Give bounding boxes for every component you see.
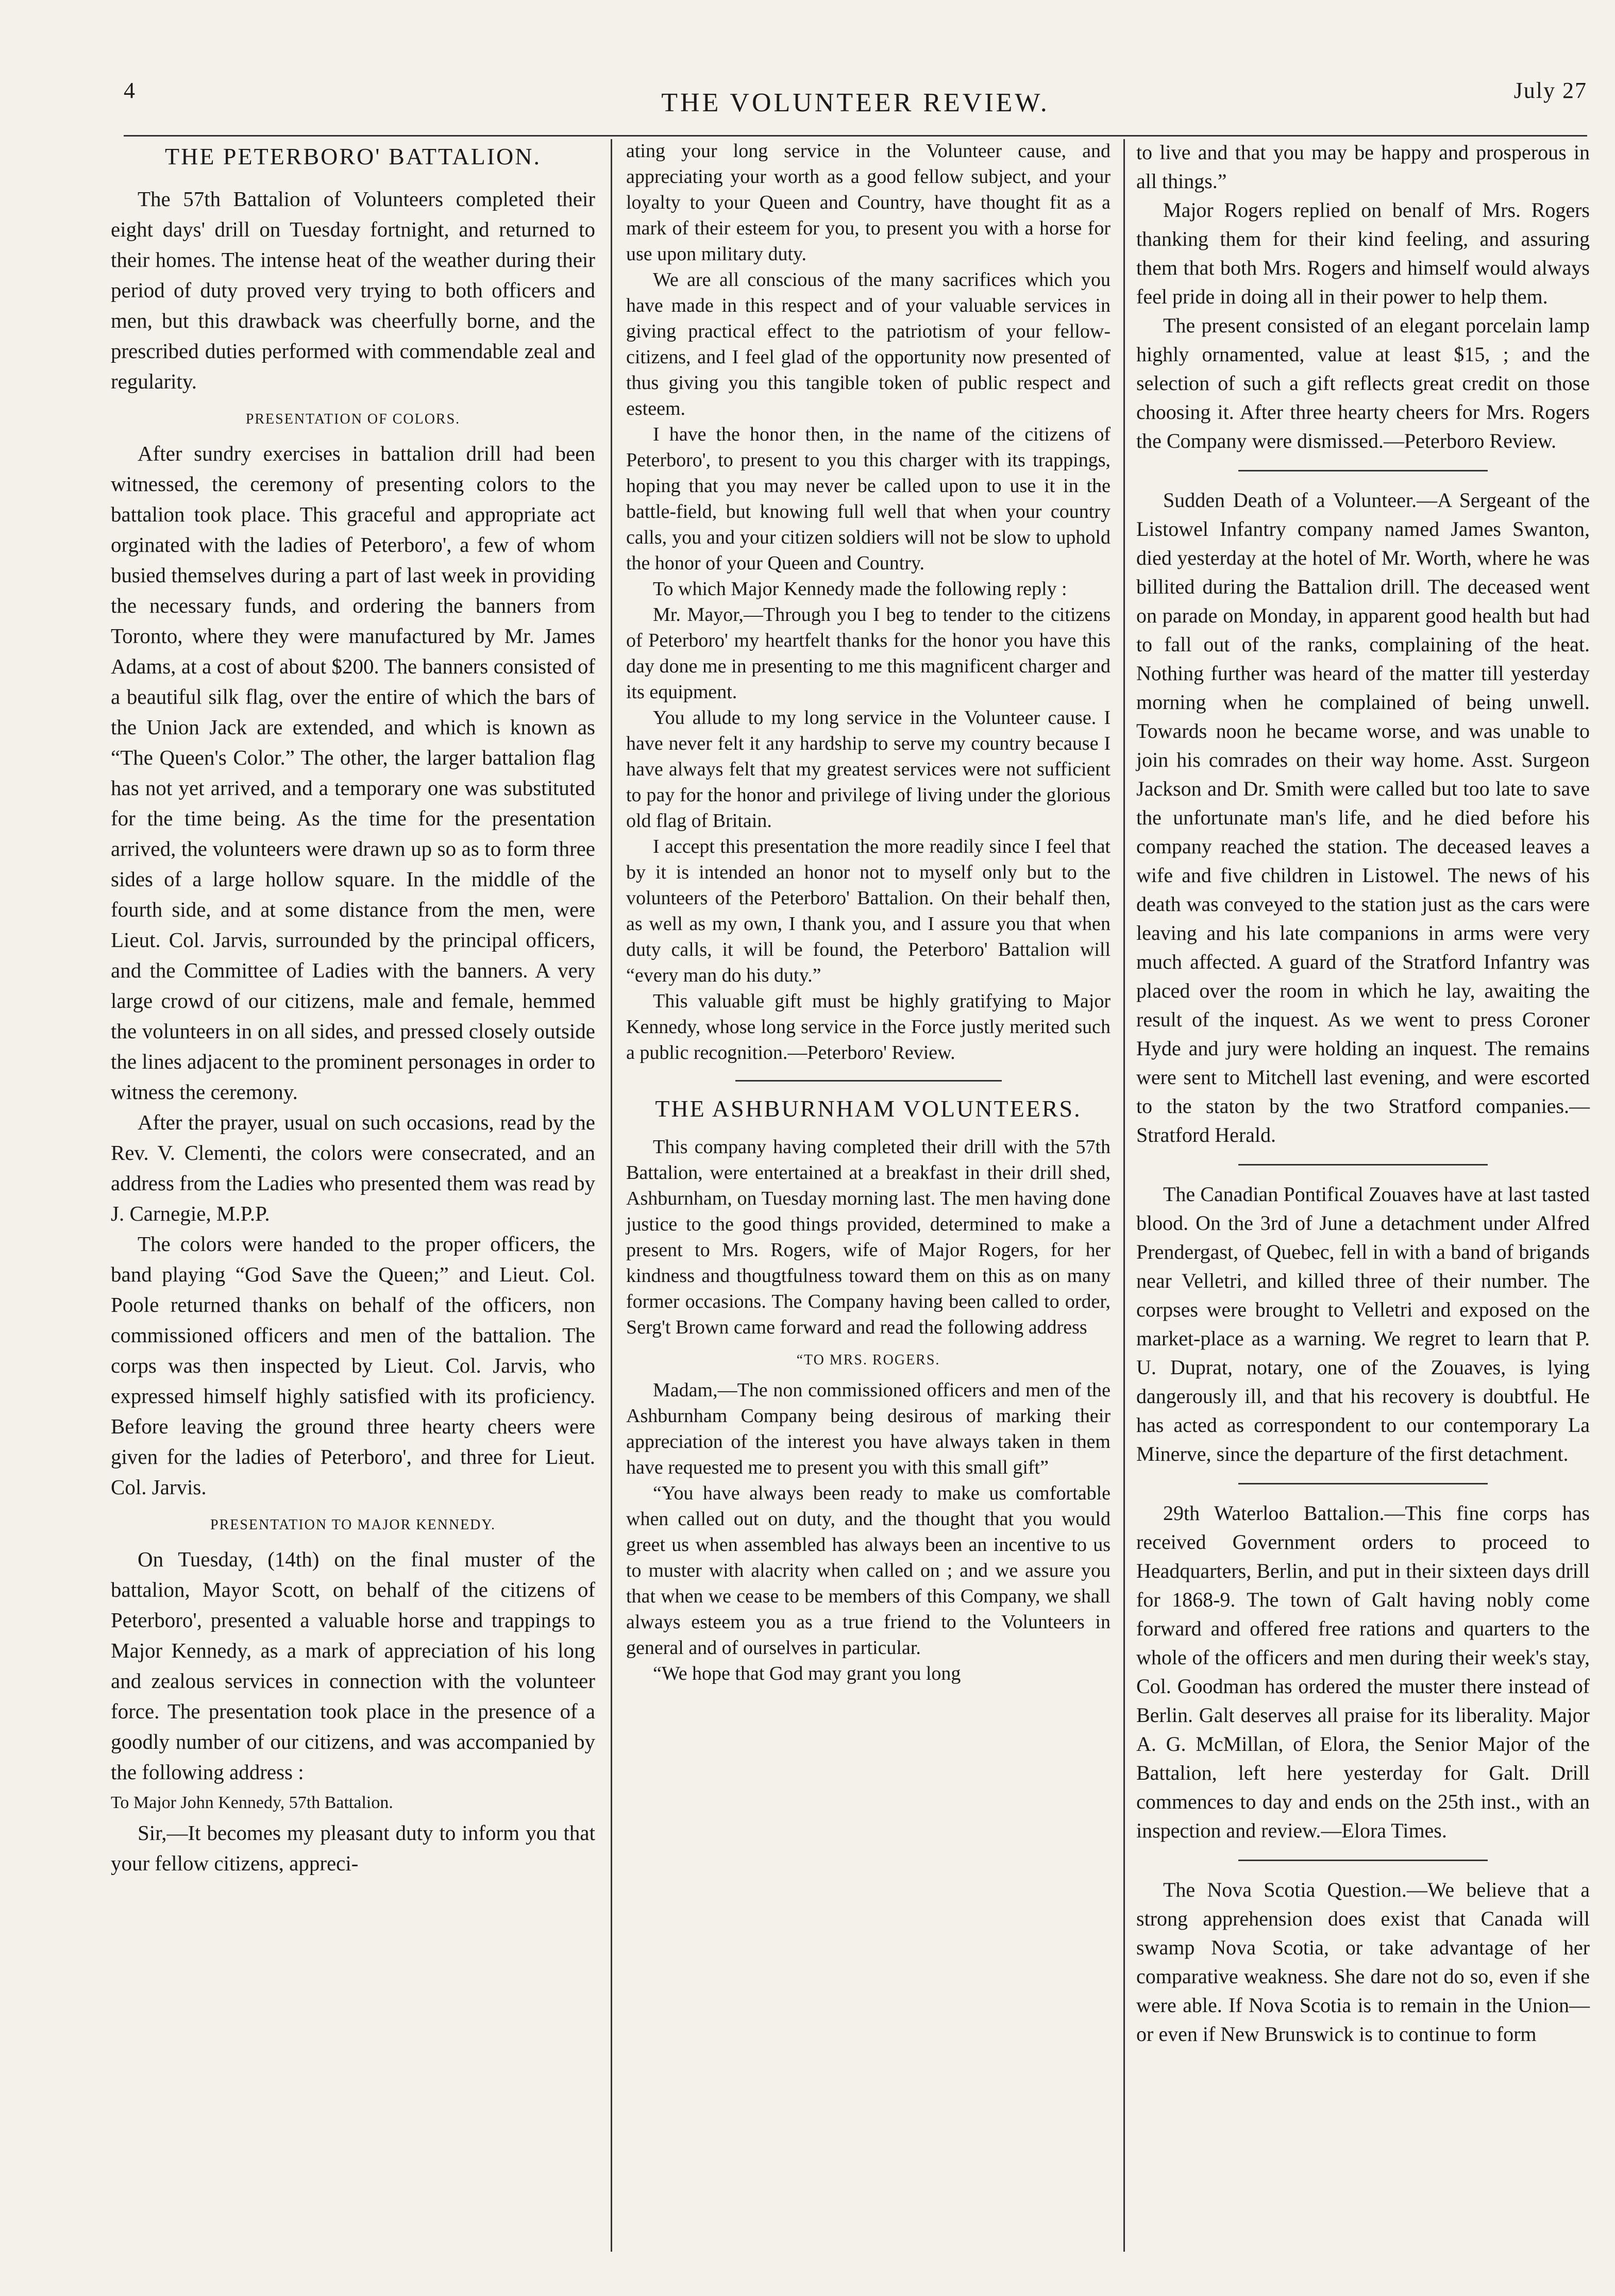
paragraph: I accept this presentation the more readily since I feel that by it is intended an honor not to myself only but to the volunteers of the Peterboro' Battalion. On their behalf then, as well as my own, I thank you, and I assure you that when duty calls, it will be found, the Peterboro' Battalion will “every man do his duty.” (626, 836, 1111, 986)
paragraph: Madam,—The non commissioned officers and men of the Ashburnham Company being desirous of marking their appreciation of the interest you have always taken in them have requested me to present you with this small gift” (626, 1379, 1111, 1478)
issue-date: July 27 (1513, 78, 1587, 103)
paragraph: Mr. Mayor,—Through you I beg to tender to the citizens of Peterboro' my heartfelt thanks for the honor you have this day done me in presenting to me this magnificent charger and its equipment. (626, 604, 1111, 703)
paragraph: You allude to my long service in the Volunteer cause. I have never felt it any hardship to serve my country because I have always felt that my greatest services were not sufficient to pay for the honor and privilege of living under the glorious old flag of Britain. (626, 707, 1111, 832)
paragraph: After the prayer, usual on such occasions, read by the Rev. V. Clementi, the colors were consecrated, and an address from the Ladies who presented them was read by J. Carnegie, M.P.P. (111, 1110, 595, 1225)
page-number: 4 (124, 78, 135, 103)
address-recipient-line: To Major John Kennedy, 57th Battalion. (111, 1793, 393, 1812)
paragraph: to live and that you may be happy and prosperous in all things.” (1136, 141, 1590, 193)
column-divider-1 (611, 139, 612, 2252)
paragraph: The 57th Battalion of Volunteers completed their eight days' drill on Tuesday fortnight, and returned to their homes. The intense heat of the weather during their period of duty proved very trying to both officers and men, but this drawback was cheerfully borne, and the prescribed duties performed with commendable zeal and regularity. (111, 187, 595, 393)
article-title-ashburnham-volunteers: THE ASHBURNHAM VOLUNTEERS. (655, 1095, 1082, 1122)
column-1 (111, 138, 595, 1879)
paragraph: To which Major Kennedy made the following reply : (653, 578, 1067, 600)
paragraph: ating your long service in the Volunteer cause, and appreciating your worth as a good fellow subject, and your loyalty to your Queen and Country, have thought fit as a mark of their esteem for you, to present you with a horse for use upon military duty. (626, 140, 1111, 265)
article-separator (1238, 470, 1488, 471)
article-waterloo-battalion: 29th Waterloo Battalion.—This fine corps has received Government orders to proceed to Headquarters, Berlin, and put in their sixteen days drill for 1868-9. The town of Galt having nobly come forward and offered free rations and quarters to the whole of the officers and men during their week's stay, Col. Goodman has ordered the muster there instead of Berlin. Galt deserves all praise for its liberality. Major A. G. McMillan, of Elora, the Senior Major of the Battalion, left here yesterday for Galt. Drill commences to day and ends on the 25th inst., with an inspection and review.—Elora Times. (1136, 1501, 1590, 1842)
paragraph: On Tuesday, (14th) on the final muster of the battalion, Mayor Scott, on behalf of the citizens of Peterboro', presented a valuable horse and trappings to Major Kennedy, as a mark of appreciation of his long and zealous services in connection with the volunteer force. The presentation took place in the presence of a goodly number of our citizens, and was accompanied by the following address : (111, 1547, 595, 1784)
article-separator (1238, 1483, 1488, 1484)
header-rule (124, 135, 1587, 137)
publication-title: THE VOLUNTEER REVIEW. (661, 88, 1050, 117)
article-pontifical-zouaves: The Canadian Pontifical Zouaves have at last tasted blood. On the 3rd of June a detachment under Alfred Prendergast, of Quebec, fell in with a band of brigands near Velletri, and killed three of their number. The corpses were brought to Velletri and exposed on the market-place as a warning. We regret to learn that P. U. Duprat, notary, one of the Zouaves, is lying dangerously ill, and that his recovery is doubtful. He has acted as correspondent to our contemporary La Minerve, since the departure of the first detachment. (1136, 1183, 1590, 1465)
article-nova-scotia-question: The Nova Scotia Question.—We believe that a strong apprehension does exist that Canada will swamp Nova Scotia, or take advantage of her comparative weakness. She dare not do so, even if she were able. If Nova Scotia is to remain in the Union—or even if New Brunswick is to continue to form (1136, 1878, 1590, 2046)
paragraph: This valuable gift must be highly gratifying to Major Kennedy, whose long service in the Force justly merited such a public recognition.—Peterboro' Review. (626, 990, 1111, 1063)
paragraph: We are all conscious of the many sacrifices which you have made in this respect and of your valuable services in giving practical effect to the patriotism of your fellow-citizens, and I feel glad of the opportunity now presented of thus giving you this tangible token of public respect and esteem. (626, 269, 1111, 419)
subheading-to-mrs-rogers: “TO MRS. ROGERS. (796, 1352, 940, 1368)
masthead (124, 77, 1587, 134)
paragraph: The colors were handed to the proper officers, the band playing “God Save the Queen;” and Lieut. Col. Poole returned thanks on behalf of the officers, non commissioned officers and men of the battalion. The corps was then inspected by Lieut. Col. Jarvis, who expressed himself highly satisfied with its proficiency. Before leaving the ground three hearty cheers were given for the ladies of Peterboro', and three for Lieut. Col. Jarvis. (111, 1232, 595, 1499)
paragraph: I have the honor then, in the name of the citizens of Peterboro', to present to you this charger with its trappings, hoping that you may never be called upon to use it in the battle-field, but knowing full well that when your country calls, you and your citizen soldiers will not be slow to uphold the honor of your Queen and Country. (626, 424, 1111, 574)
article-separator (1238, 1164, 1488, 1166)
paragraph: “We hope that God may grant you long (653, 1663, 961, 1684)
article-separator (1238, 1860, 1488, 1861)
column-3 (1136, 138, 1590, 2049)
paragraph: “You have always been ready to make us comfortable when called out on duty, and the thought that you would greet us when assembled has always been an incentive to us to muster with alacrity when called on ; and we assure you that when we cease to be members of this Company, we shall always esteem you as a true friend to the Volunteers in general and of ourselves in particular. (626, 1482, 1111, 1659)
paragraph: The present consisted of an elegant porcelain lamp highly ornamented, value at least $15, ; and the selection of such a gift reflects great credit on those choosing it. After three hearty cheers for Mrs. Rogers the Company were dismissed.—Peterboro Review. (1136, 314, 1590, 452)
article-separator (735, 1080, 1002, 1082)
subheading-presentation-to-major-kennedy: PRESENTATION TO MAJOR KENNEDY. (210, 1517, 496, 1533)
paragraph: After sundry exercises in battalion drill had been witnessed, the ceremony of presenting colors to the battalion took place. This graceful and appropriate act orginated with the ladies of Peterboro', a few of whom busied themselves during a part of last week in providing the necessary funds, and ordering the banners from Toronto, where they were manufactured by Mr. James Adams, at a cost of about $200. The banners consisted of a beautiful silk flag, over the entire of which the bars of the Union Jack are extended, and which is known as “The Queen's Color.” The other, the larger battalion flag has not yet arrived, and a temporary one was substituted for the time being. As the time for the presentation arrived, the volunteers were drawn up so as to form three sides of a large hollow square. In the middle of the fourth side, and at some distance from the men, were Lieut. Col. Jarvis, surrounded by the principal officers, and the Committee of Ladies with the banners. A very large crowd of our citizens, male and female, hemmed the volunteers in on all sides, and pressed closely outside the lines adjacent to the prominent personages in order to witness the ceremony. (111, 442, 595, 1104)
column-2 (626, 138, 1111, 1686)
paragraph: Major Rogers replied on benalf of Mrs. Rogers thanking them for their kind feeling, and assuring them that both Mrs. Rogers and himself would always feel pride in doing all in their power to help them. (1136, 198, 1590, 308)
article-title-peterboro-battalion: THE PETERBORO' BATTALION. (165, 143, 541, 170)
column-divider-2 (1123, 139, 1125, 2252)
article-sudden-death: Sudden Death of a Volunteer.—A Sergeant of the Listowel Infantry company named James Swanton, died yesterday at the hotel of Mr. Worth, where he was billited during the Battalion drill. The deceased went on parade on Monday, in apparent good health but had to fall out of the ranks, complaining of the heat. Nothing further was heard of the matter till yesterday morning when he complained of being unwell. Towards noon he became worse, and was unable to join his comrades on their way home. Asst. Surgeon Jackson and Dr. Smith were called but too late to save the unfortunate man's life, and he died before his company reached the station. The deceased leaves a wife and five children in Listowel. The news of his death was conveyed to the station just as the cars were leaving and his late companions in arms were very much affected. A guard of the Stratford Infantry was placed over the room in which he lay, awaiting the result of the inquest. As we went to press Coroner Hyde and jury were holding an inquest. The remains were sent to Mitchell last evening, and were escorted to the staton by the two Stratford companies.—Stratford Herald. (1136, 488, 1590, 1146)
paragraph: Sir,—It becomes my pleasant duty to inform you that your fellow citizens, appreci- (111, 1821, 595, 1875)
subheading-presentation-of-colors: PRESENTATION OF COLORS. (245, 411, 461, 427)
paragraph: This company having completed their drill with the 57th Battalion, were entertained at a breakfast in their drill shed, Ashburnham, on Tuesday morning last. The men having done justice to the good things provided, determined to make a present to Mrs. Rogers, wife of Major Rogers, for her kindness and thougtfulness toward them on this as on many former occasions. The Company having been called to order, Serg't Brown came forward and read the following address (626, 1136, 1111, 1338)
